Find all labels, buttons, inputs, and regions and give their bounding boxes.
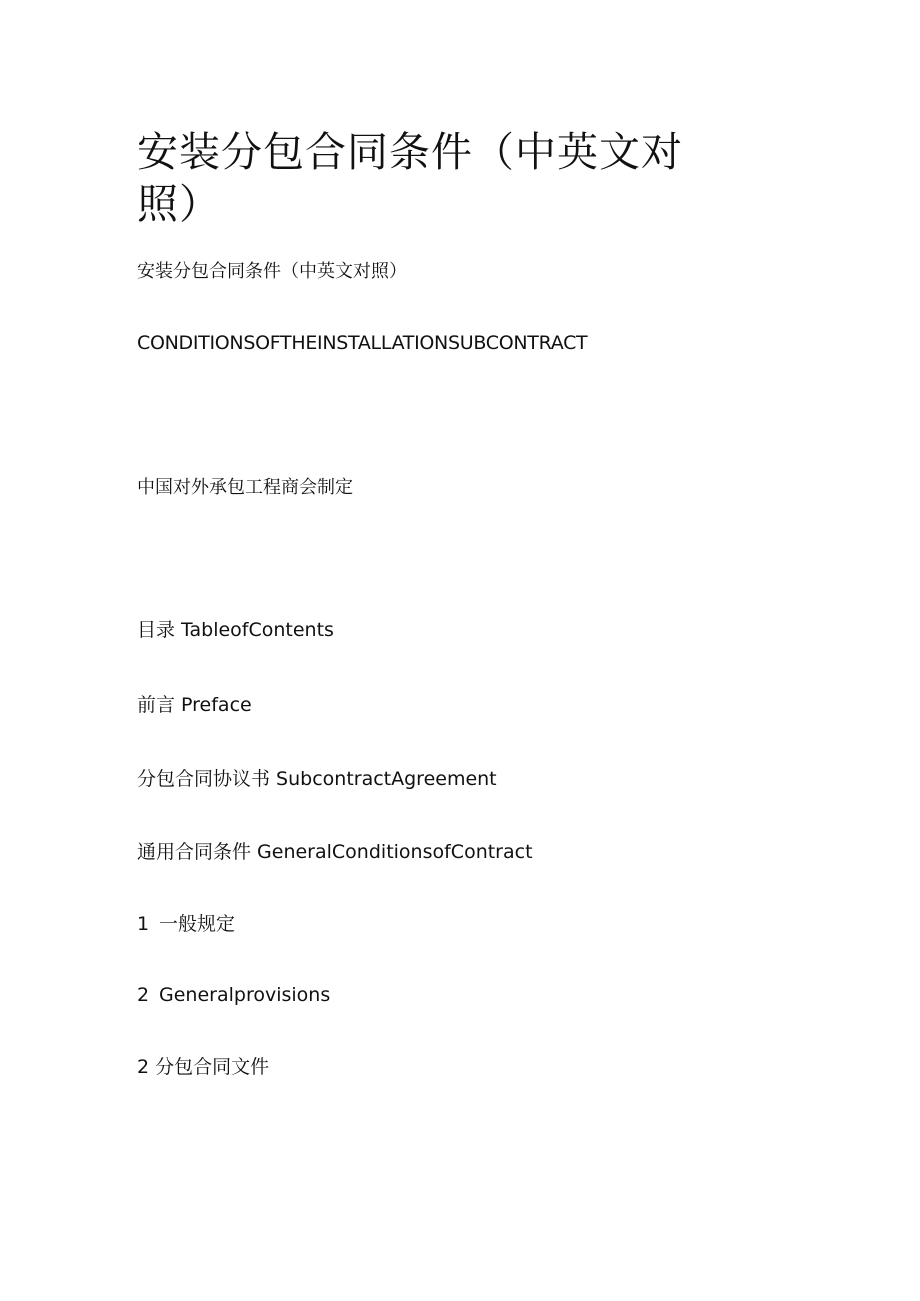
document-title: 安装分包合同条件（中英文对照） (137, 128, 683, 228)
toc-item-preface: 前言 Preface (137, 694, 252, 716)
toc-item-subcontract-agreement: 分包合同协议书 SubcontractAgreement (137, 768, 497, 790)
toc-item-number: 2 (137, 984, 150, 1006)
toc-item-label: 一般规定 (159, 913, 236, 935)
toc-item-general-conditions: 通用合同条件 GeneralConditionsofContract (137, 841, 533, 863)
toc-item-label: Generalprovisions (159, 984, 331, 1006)
document-subtitle-english: CONDITIONSOFTHEINSTALLATIONSUBCONTRACT (137, 332, 588, 354)
document-subtitle-chinese: 安装分包合同条件（中英文对照） (137, 261, 407, 282)
toc-item-number: 1 (137, 913, 150, 935)
document-issuer: 中国对外承包工程商会制定 (137, 477, 353, 498)
toc-item-section-2-english (137, 983, 330, 1007)
toc-item-number: 2 (137, 1056, 150, 1078)
toc-item-section-1 (137, 912, 235, 936)
toc-item-label: 分包合同文件 (155, 1056, 270, 1078)
toc-item-section-2-chinese (137, 1055, 269, 1079)
toc-heading: 目录 TableofContents (137, 619, 334, 641)
